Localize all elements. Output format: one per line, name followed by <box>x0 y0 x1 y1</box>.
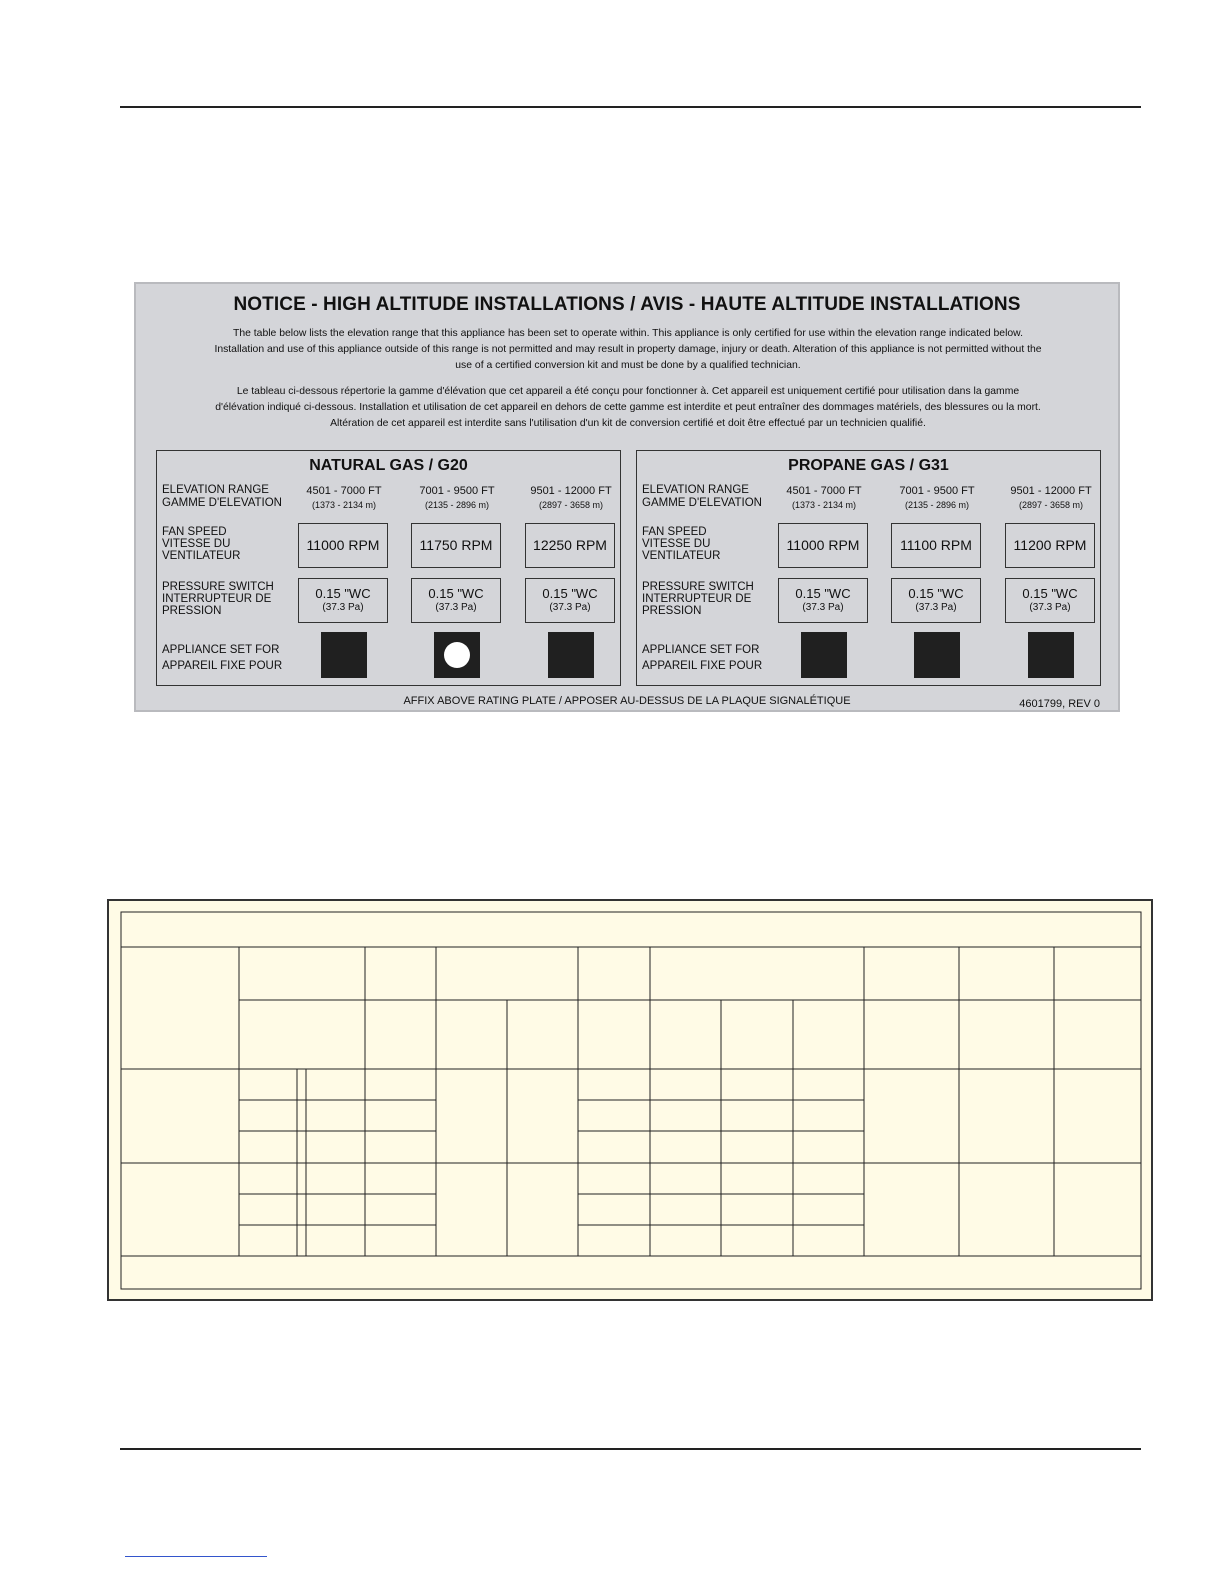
french-line: d'élévation indiqué ci-dessous. Installation et utilisation de cet appareil en dehors de cette gamme est interdite et peut entraîner des dommages matériels, des blessures ou la mort. <box>215 402 1041 413</box>
appliance-set-marker-selected <box>434 632 480 678</box>
appliance-set-row-label: APPLIANCE SET FOR APPAREIL FIXE POUR <box>642 644 763 672</box>
pressure-box: 0.15 "WC (37.3 Pa) <box>778 578 868 623</box>
table-grid <box>109 901 1151 1299</box>
fan-speed-box: 11100 RPM <box>891 523 981 568</box>
elevation-ft: 7001 - 9500 FT <box>419 485 495 497</box>
fan-speed-box: 11000 RPM <box>778 523 868 568</box>
english-line: use of a certified conversion kit and must be done by a qualified technician. <box>455 360 801 371</box>
elevation-row-label: ELEVATION RANGE GAMME D'ELEVATION <box>162 484 282 509</box>
pressure-box: 0.15 "WC (37.3 Pa) <box>298 578 388 623</box>
natural-gas-title: NATURAL GAS / G20 <box>309 457 468 474</box>
english-paragraph <box>150 326 1106 374</box>
propane-gas-title: PROPANE GAS / G31 <box>788 457 949 474</box>
notice-title: NOTICE - HIGH ALTITUDE INSTALLATIONS / AVIS - HAUTE ALTITUDE INSTALLATIONS <box>233 294 1021 315</box>
appliance-set-marker <box>548 632 594 678</box>
elevation-m: (1373 - 2134 m) <box>791 500 857 510</box>
fan-speed-row-label: FAN SPEED VITESSE DU VENTILATEUR <box>162 526 241 562</box>
natural-gas-panel <box>156 450 621 686</box>
appliance-set-row-label: APPLIANCE SET FOR APPAREIL FIXE POUR <box>162 644 283 672</box>
elevation-ft: 4501 - 7000 FT <box>786 485 862 497</box>
fan-speed-box: 11000 RPM <box>298 523 388 568</box>
pressure-box: 0.15 "WC (37.3 Pa) <box>1005 578 1095 623</box>
affix-instruction: AFFIX ABOVE RATING PLATE / APPOSER AU-DESSUS DE LA PLAQUE SIGNALÉTIQUE <box>403 695 851 707</box>
elevation-ft: 7001 - 9500 FT <box>899 485 975 497</box>
selected-dot-icon <box>444 642 470 668</box>
appliance-set-marker <box>321 632 367 678</box>
elevation-ft: 4501 - 7000 FT <box>306 485 382 497</box>
appliance-set-marker <box>914 632 960 678</box>
pressure-switch-row-label: PRESSURE SWITCH INTERRUPTEUR DE PRESSION <box>162 581 274 617</box>
elevation-ft: 9501 - 12000 FT <box>1010 485 1092 497</box>
pressure-box: 0.15 "WC (37.3 Pa) <box>411 578 501 623</box>
footer-rule <box>120 1448 1141 1450</box>
header-rule <box>120 106 1141 108</box>
french-line: Le tableau ci-dessous répertorie la gamme d'élévation que cet appareil a été conçu pour fonctionner à. Cet appareil est uniquement certifié pour utilisation dans la gamme <box>236 386 1020 397</box>
elevation-m: (2897 - 3658 m) <box>538 500 604 510</box>
english-line: Installation and use of this appliance outside of this range is not permitted and may result in property damage, injury or death. Alteration of this appliance is not permitted without the <box>214 344 1042 355</box>
propane-gas-panel <box>636 450 1101 686</box>
english-line: The table below lists the elevation range that this appliance has been set to operate within. This appliance is only certified for use within the elevation range indicated below. <box>233 328 1023 339</box>
elevation-m: (2135 - 2896 m) <box>424 500 490 510</box>
french-line: Altération de cet appareil est interdite sans l'utilisation d'un kit de conversion certifié et doit être effectué par un technicien qualifié. <box>330 418 926 429</box>
appliance-set-marker <box>801 632 847 678</box>
elevation-row-label: ELEVATION RANGE GAMME D'ELEVATION <box>642 484 762 509</box>
high-altitude-notice-label <box>134 282 1120 712</box>
elevation-m: (2897 - 3658 m) <box>1018 500 1084 510</box>
part-number: 4601799, REV 0 <box>1019 698 1100 710</box>
pressure-switch-row-label: PRESSURE SWITCH INTERRUPTEUR DE PRESSION <box>642 581 754 617</box>
fan-speed-box: 12250 RPM <box>525 523 615 568</box>
fan-speed-box: 11750 RPM <box>411 523 501 568</box>
fan-speed-box: 11200 RPM <box>1005 523 1095 568</box>
specification-table <box>107 899 1153 1301</box>
pressure-box: 0.15 "WC (37.3 Pa) <box>891 578 981 623</box>
elevation-ft: 9501 - 12000 FT <box>530 485 612 497</box>
french-paragraph <box>150 384 1106 432</box>
footer-link-underline <box>125 1556 267 1557</box>
fan-speed-row-label: FAN SPEED VITESSE DU VENTILATEUR <box>642 526 721 562</box>
elevation-m: (1373 - 2134 m) <box>311 500 377 510</box>
pressure-box: 0.15 "WC (37.3 Pa) <box>525 578 615 623</box>
appliance-set-marker <box>1028 632 1074 678</box>
elevation-m: (2135 - 2896 m) <box>904 500 970 510</box>
